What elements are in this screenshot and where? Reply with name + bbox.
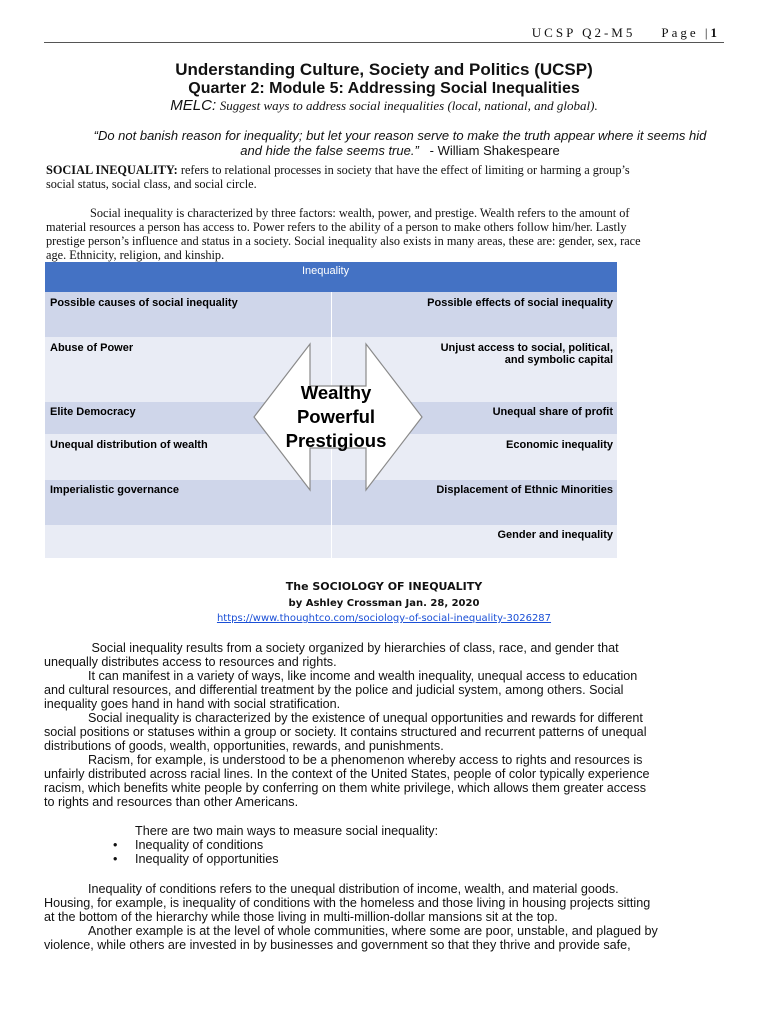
body-line: unequally distributes access to resources and rights. — [44, 655, 337, 669]
body-line: violence, while others are invested in by businesses and government so that they thrive and provide safe, — [44, 938, 631, 952]
body-line: Social inequality results from a society organized by hierarchies of class, race, and gender that — [88, 641, 619, 655]
table-cell — [45, 525, 331, 558]
effect-item: Displacement of Ethnic Minorities — [436, 484, 613, 496]
definition-line: social status, social class, and social circle. — [46, 177, 257, 191]
body-line: to rights and resources than other Americans. — [44, 795, 299, 809]
factors-paragraph — [46, 206, 724, 262]
body-line: Social inequality is characterized by the existence of unequal opportunities and rewards for different — [88, 711, 643, 725]
body-paragraph-2 — [44, 669, 734, 711]
body-line: inequality goes hand in hand with social stratification. — [44, 697, 341, 711]
article-link[interactable]: https://www.thoughtco.com/sociology-of-social-inequality-3026287 — [216, 613, 552, 624]
definition-line: refers to relational processes in society that have the effect of limiting or harming a group’s — [180, 163, 630, 177]
body-paragraph-5 — [44, 882, 734, 924]
module-code: UCSP Q2-M5 — [531, 25, 636, 40]
body-line: It can manifest in a variety of ways, like income and wealth inequality, unequal access to education — [88, 669, 638, 683]
body-line: social positions or statuses within a group or society. It contains structured and recurrent patterns of unequal — [44, 725, 647, 739]
body-paragraph-1 — [44, 641, 734, 669]
melc-label: MELC: — [170, 97, 217, 114]
document-title: Understanding Culture, Society and Politics (UCSP) — [175, 60, 593, 79]
cause-item: Imperialistic governance — [50, 484, 179, 496]
body-line: distributions of goods, wealth, opportunities, rewards, and punishments. — [44, 739, 444, 753]
definition-term: SOCIAL INEQUALITY: — [46, 163, 178, 177]
melc-line — [0, 97, 768, 114]
inequality-table — [45, 262, 617, 558]
body-line: racism, which benefits white people by conferring on them white privilege, which allows them greater access — [44, 781, 646, 795]
arrow-word-prestigious: Prestigious — [285, 430, 387, 451]
list-item-text: Inequality of conditions — [135, 838, 264, 852]
body-line: and cultural resources, and differential treatment by the police and judicial system, among others. Social — [44, 683, 624, 697]
body-paragraph-6 — [44, 924, 734, 952]
factors-line: material resources a person has access to. Power refers to the ability of a person to make others follow him/her. Lastly — [46, 220, 627, 234]
page-label: Page | — [661, 25, 711, 40]
definition-paragraph — [46, 163, 722, 191]
body-line: Housing, for example, is inequality of conditions with the homeless and those living in housing projects sitting — [44, 896, 651, 910]
causes-column-heading: Possible causes of social inequality — [50, 297, 238, 309]
factors-line: Social inequality is characterized by three factors: wealth, power, and prestige. Wealth refers to the amount of — [90, 206, 630, 220]
effect-item-line: and symbolic capital — [504, 354, 613, 366]
arrow-word-powerful: Powerful — [296, 406, 376, 427]
arrow-word-wealthy: Wealthy — [300, 382, 372, 403]
body-line: unfairly distributed across racial lines. In the context of the United States, people of color typically experience — [44, 767, 650, 781]
table-row — [45, 292, 617, 337]
effect-item: Unequal share of profit — [492, 406, 613, 418]
quote-line-1: “Do not banish reason for inequality; but let your reason serve to make the truth appear where it seems hid — [93, 128, 707, 143]
factors-line: age. Ethnicity, religion, and kinship. — [46, 248, 225, 262]
module-title: Quarter 2: Module 5: Addressing Social Inequalities — [188, 80, 580, 97]
quote — [90, 128, 710, 158]
factors-line: prestige person’s influence and status in a society. Social inequality also exists in many areas, these are: gender, sex, race — [46, 234, 641, 248]
effect-item: Gender and inequality — [497, 529, 613, 541]
list-item: • Inequality of opportunities — [113, 852, 279, 866]
bullet-list — [113, 838, 279, 866]
table-header-label: Inequality — [302, 265, 350, 277]
cause-item: Abuse of Power — [50, 342, 134, 354]
melc-text: Suggest ways to address social inequalities (local, national, and global). — [219, 98, 598, 113]
effect-item: Economic inequality — [506, 439, 613, 451]
quote-line-2: and hide the false seems true.” — [240, 143, 419, 158]
body-line: Racism, for example, is understood to be a phenomenon whereby access to rights and resources is — [88, 753, 643, 767]
body-line: Another example is at the level of whole communities, where some are poor, unstable, and plagued by — [88, 924, 658, 938]
quote-author: - William Shakespeare — [429, 143, 560, 158]
body-line: Inequality of conditions refers to the unequal distribution of income, wealth, and material goods. — [88, 882, 619, 896]
page-header — [532, 25, 720, 41]
list-item: • Inequality of conditions — [113, 838, 264, 852]
measure-intro: There are two main ways to measure social inequality: — [135, 824, 439, 838]
effect-item — [441, 342, 613, 366]
list-item-text: Inequality of opportunities — [135, 852, 279, 866]
table-header — [45, 262, 617, 292]
effects-column-heading: Possible effects of social inequality — [427, 297, 613, 309]
body-paragraph-3 — [44, 711, 734, 753]
cause-item: Unequal distribution of wealth — [50, 439, 208, 451]
article-author: by Ashley Crossman Jan. 28, 2020 — [288, 598, 480, 609]
header-divider — [44, 42, 724, 43]
cause-item: Elite Democracy — [50, 406, 136, 418]
body-line: at the bottom of the hierarchy while those living in multi-million-dollar mansions sit at the top. — [44, 910, 558, 924]
page-number: 1 — [710, 25, 720, 40]
body-paragraph-4 — [44, 753, 734, 809]
effect-item-line: Unjust access to social, political, — [440, 342, 613, 354]
article-title: The SOCIOLOGY OF INEQUALITY — [285, 580, 483, 593]
table-row — [45, 525, 617, 558]
